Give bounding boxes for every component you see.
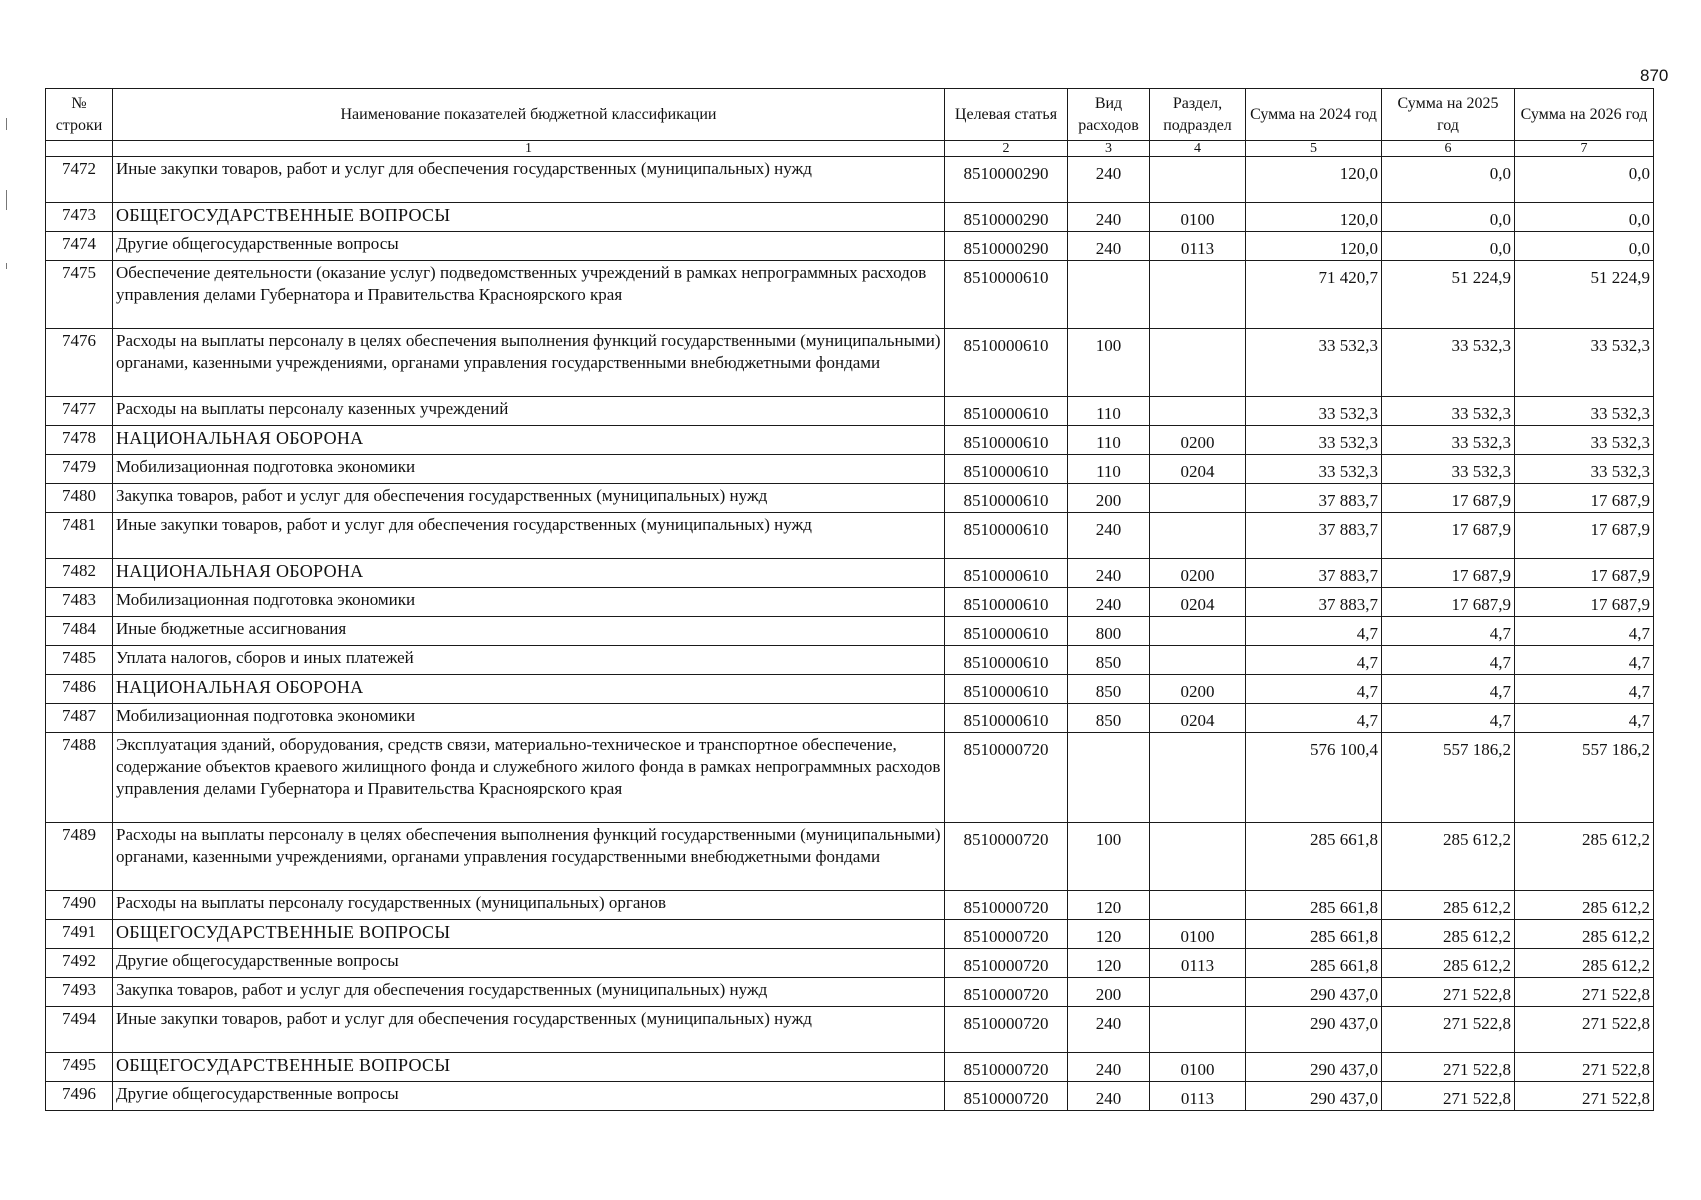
target-article-cell: 8510000720 (945, 823, 1068, 891)
expense-type-cell: 200 (1068, 978, 1150, 1007)
target-article-cell: 8510000610 (945, 261, 1068, 329)
row-number-cell: 7484 (46, 617, 113, 646)
column-number: 6 (1382, 141, 1515, 157)
row-number-cell: 7495 (46, 1053, 113, 1082)
sum-2026-cell: 33 532,3 (1515, 397, 1654, 426)
section-cell (1150, 823, 1246, 891)
section-cell (1150, 891, 1246, 920)
sum-2026-cell: 285 612,2 (1515, 949, 1654, 978)
sum-2024-cell: 33 532,3 (1246, 455, 1382, 484)
column-number: 1 (113, 141, 945, 157)
sum-2026-cell: 557 186,2 (1515, 733, 1654, 823)
table-row (46, 484, 1654, 513)
sum-2024-cell: 576 100,4 (1246, 733, 1382, 823)
expense-type-cell: 850 (1068, 704, 1150, 733)
row-name-cell: Закупка товаров, работ и услуг для обеспечения государственных (муниципальных) нужд (113, 484, 945, 513)
table-row (46, 426, 1654, 455)
row-number-cell: 7489 (46, 823, 113, 891)
sum-2025-cell: 4,7 (1382, 617, 1515, 646)
row-number-cell: 7474 (46, 232, 113, 261)
row-name-cell: Расходы на выплаты персоналу государственных (муниципальных) органов (113, 891, 945, 920)
row-name-cell: Другие общегосударственные вопросы (113, 949, 945, 978)
section-cell: 0100 (1150, 1053, 1246, 1082)
target-article-cell: 8510000610 (945, 588, 1068, 617)
sum-2026-cell: 17 687,9 (1515, 513, 1654, 559)
table-row (46, 261, 1654, 329)
sum-2025-cell: 4,7 (1382, 675, 1515, 704)
target-article-cell: 8510000720 (945, 1082, 1068, 1111)
section-cell: 0100 (1150, 203, 1246, 232)
header-expense-type: Вид расходов (1068, 89, 1150, 141)
section-cell: 0204 (1150, 455, 1246, 484)
target-article-cell: 8510000720 (945, 1053, 1068, 1082)
sum-2026-cell: 17 687,9 (1515, 588, 1654, 617)
table-row (46, 455, 1654, 484)
section-cell (1150, 1007, 1246, 1053)
expense-type-cell (1068, 733, 1150, 823)
section-cell (1150, 617, 1246, 646)
sum-2024-cell: 290 437,0 (1246, 978, 1382, 1007)
row-number-cell: 7486 (46, 675, 113, 704)
row-name-cell: Расходы на выплаты персоналу казенных учреждений (113, 397, 945, 426)
expense-type-cell: 240 (1068, 1007, 1150, 1053)
table-row (46, 157, 1654, 203)
sum-2025-cell: 271 522,8 (1382, 1082, 1515, 1111)
target-article-cell: 8510000610 (945, 397, 1068, 426)
section-cell: 0200 (1150, 559, 1246, 588)
section-cell (1150, 978, 1246, 1007)
sum-2026-cell: 271 522,8 (1515, 1007, 1654, 1053)
section-cell: 0204 (1150, 704, 1246, 733)
sum-2026-cell: 4,7 (1515, 675, 1654, 704)
sum-2024-cell: 4,7 (1246, 617, 1382, 646)
table-row (46, 397, 1654, 426)
expense-type-cell: 100 (1068, 329, 1150, 397)
sum-2026-cell: 0,0 (1515, 157, 1654, 203)
target-article-cell: 8510000720 (945, 891, 1068, 920)
section-cell: 0200 (1150, 675, 1246, 704)
row-name-cell: Иные бюджетные ассигнования (113, 617, 945, 646)
sum-2024-cell: 285 661,8 (1246, 823, 1382, 891)
header-row-number: № строки (46, 89, 113, 141)
row-number-cell: 7481 (46, 513, 113, 559)
table-row (46, 513, 1654, 559)
row-name-cell: Расходы на выплаты персоналу в целях обеспечения выполнения функций государственными (муниципальными) органами, казенными учреждениями, органами управления государственными внебюджетными фондами (113, 329, 945, 397)
section-cell: 0113 (1150, 1082, 1246, 1111)
table-row (46, 978, 1654, 1007)
budget-classification-table (45, 88, 1654, 1111)
expense-type-cell: 120 (1068, 891, 1150, 920)
target-article-cell: 8510000610 (945, 484, 1068, 513)
sum-2024-cell: 290 437,0 (1246, 1053, 1382, 1082)
header-name: Наименование показателей бюджетной классификации (113, 89, 945, 141)
sum-2025-cell: 0,0 (1382, 232, 1515, 261)
table-row (46, 559, 1654, 588)
sum-2025-cell: 0,0 (1382, 157, 1515, 203)
row-number-cell: 7478 (46, 426, 113, 455)
sum-2024-cell: 33 532,3 (1246, 426, 1382, 455)
section-cell (1150, 733, 1246, 823)
target-article-cell: 8510000720 (945, 920, 1068, 949)
row-number-cell: 7483 (46, 588, 113, 617)
sum-2024-cell: 4,7 (1246, 675, 1382, 704)
section-cell: 0100 (1150, 920, 1246, 949)
sum-2024-cell: 290 437,0 (1246, 1082, 1382, 1111)
sum-2026-cell: 4,7 (1515, 617, 1654, 646)
header-row (46, 89, 1654, 141)
row-number-cell: 7480 (46, 484, 113, 513)
sum-2024-cell: 33 532,3 (1246, 397, 1382, 426)
sum-2026-cell: 271 522,8 (1515, 1082, 1654, 1111)
sum-2024-cell: 4,7 (1246, 646, 1382, 675)
sum-2026-cell: 285 612,2 (1515, 920, 1654, 949)
target-article-cell: 8510000610 (945, 455, 1068, 484)
expense-type-cell: 800 (1068, 617, 1150, 646)
target-article-cell: 8510000610 (945, 646, 1068, 675)
row-number-cell: 7492 (46, 949, 113, 978)
column-number: 2 (945, 141, 1068, 157)
sum-2026-cell: 0,0 (1515, 203, 1654, 232)
sum-2026-cell: 4,7 (1515, 704, 1654, 733)
sum-2026-cell: 285 612,2 (1515, 891, 1654, 920)
row-name-cell: Другие общегосударственные вопросы (113, 1082, 945, 1111)
header-sum-2025: Сумма на 2025 год (1382, 89, 1515, 141)
section-cell (1150, 484, 1246, 513)
row-name-cell: ОБЩЕГОСУДАРСТВЕННЫЕ ВОПРОСЫ (113, 920, 945, 949)
target-article-cell: 8510000720 (945, 949, 1068, 978)
row-number-cell: 7494 (46, 1007, 113, 1053)
table-row (46, 1007, 1654, 1053)
row-name-cell: Мобилизационная подготовка экономики (113, 588, 945, 617)
sum-2025-cell: 4,7 (1382, 646, 1515, 675)
row-number-cell: 7473 (46, 203, 113, 232)
sum-2025-cell: 33 532,3 (1382, 455, 1515, 484)
expense-type-cell: 110 (1068, 455, 1150, 484)
row-number-cell: 7485 (46, 646, 113, 675)
expense-type-cell: 240 (1068, 559, 1150, 588)
table-row (46, 329, 1654, 397)
expense-type-cell: 110 (1068, 426, 1150, 455)
sum-2026-cell: 271 522,8 (1515, 978, 1654, 1007)
expense-type-cell: 850 (1068, 646, 1150, 675)
sum-2025-cell: 271 522,8 (1382, 978, 1515, 1007)
target-article-cell: 8510000720 (945, 1007, 1068, 1053)
table-row (46, 203, 1654, 232)
table-row (46, 733, 1654, 823)
sum-2024-cell: 37 883,7 (1246, 559, 1382, 588)
expense-type-cell: 120 (1068, 949, 1150, 978)
target-article-cell: 8510000610 (945, 426, 1068, 455)
sum-2026-cell: 33 532,3 (1515, 329, 1654, 397)
row-name-cell: Расходы на выплаты персоналу в целях обеспечения выполнения функций государственными (муниципальными) органами, казенными учреждениями, органами управления государственными внебюджетными фондами (113, 823, 945, 891)
row-number-cell: 7477 (46, 397, 113, 426)
sum-2025-cell: 17 687,9 (1382, 588, 1515, 617)
sum-2025-cell: 0,0 (1382, 203, 1515, 232)
expense-type-cell: 110 (1068, 397, 1150, 426)
expense-type-cell: 240 (1068, 1082, 1150, 1111)
target-article-cell: 8510000610 (945, 559, 1068, 588)
table-row (46, 1053, 1654, 1082)
target-article-cell: 8510000610 (945, 675, 1068, 704)
sum-2024-cell: 285 661,8 (1246, 891, 1382, 920)
expense-type-cell: 200 (1068, 484, 1150, 513)
sum-2025-cell: 17 687,9 (1382, 513, 1515, 559)
table-row (46, 920, 1654, 949)
sum-2024-cell: 290 437,0 (1246, 1007, 1382, 1053)
sum-2025-cell: 4,7 (1382, 704, 1515, 733)
column-number-row (46, 141, 1654, 157)
target-article-cell: 8510000610 (945, 704, 1068, 733)
sum-2025-cell: 285 612,2 (1382, 920, 1515, 949)
expense-type-cell: 240 (1068, 157, 1150, 203)
row-name-cell: Уплата налогов, сборов и иных платежей (113, 646, 945, 675)
row-name-cell: ОБЩЕГОСУДАРСТВЕННЫЕ ВОПРОСЫ (113, 203, 945, 232)
row-number-cell: 7491 (46, 920, 113, 949)
row-name-cell: Иные закупки товаров, работ и услуг для обеспечения государственных (муниципальных) нужд (113, 157, 945, 203)
sum-2025-cell: 271 522,8 (1382, 1053, 1515, 1082)
column-number: 7 (1515, 141, 1654, 157)
section-cell (1150, 397, 1246, 426)
target-article-cell: 8510000290 (945, 232, 1068, 261)
sum-2026-cell: 17 687,9 (1515, 484, 1654, 513)
sum-2024-cell: 71 420,7 (1246, 261, 1382, 329)
sum-2025-cell: 51 224,9 (1382, 261, 1515, 329)
row-number-cell: 7493 (46, 978, 113, 1007)
sum-2024-cell: 120,0 (1246, 203, 1382, 232)
sum-2024-cell: 120,0 (1246, 157, 1382, 203)
page-number: 870 (1640, 66, 1669, 85)
column-number: 4 (1150, 141, 1246, 157)
row-name-cell: Другие общегосударственные вопросы (113, 232, 945, 261)
row-number-cell: 7475 (46, 261, 113, 329)
table-row (46, 949, 1654, 978)
table-row (46, 646, 1654, 675)
scan-edge-mark (6, 190, 7, 210)
row-name-cell: НАЦИОНАЛЬНАЯ ОБОРОНА (113, 426, 945, 455)
table-row (46, 891, 1654, 920)
sum-2026-cell: 285 612,2 (1515, 823, 1654, 891)
expense-type-cell: 240 (1068, 513, 1150, 559)
expense-type-cell (1068, 261, 1150, 329)
header-sum-2024: Сумма на 2024 год (1246, 89, 1382, 141)
sum-2026-cell: 33 532,3 (1515, 426, 1654, 455)
section-cell (1150, 329, 1246, 397)
table-body (46, 157, 1654, 1111)
sum-2026-cell: 17 687,9 (1515, 559, 1654, 588)
header-sum-2026: Сумма на 2026 год (1515, 89, 1654, 141)
sum-2024-cell: 37 883,7 (1246, 513, 1382, 559)
sum-2025-cell: 33 532,3 (1382, 329, 1515, 397)
table-row (46, 823, 1654, 891)
sum-2026-cell: 271 522,8 (1515, 1053, 1654, 1082)
row-name-cell: Мобилизационная подготовка экономики (113, 455, 945, 484)
sum-2025-cell: 17 687,9 (1382, 484, 1515, 513)
sum-2025-cell: 285 612,2 (1382, 949, 1515, 978)
row-name-cell: Эксплуатация зданий, оборудования, средств связи, материально-техническое и транспортное обеспечение, содержание объектов краевого жилищного фонда и служебного жилого фонда в рамках непрограммных расходов управления делами Губернатора и Правительства Красноярского края (113, 733, 945, 823)
sum-2024-cell: 37 883,7 (1246, 588, 1382, 617)
row-number-cell: 7476 (46, 329, 113, 397)
column-number (46, 141, 113, 157)
sum-2024-cell: 37 883,7 (1246, 484, 1382, 513)
expense-type-cell: 850 (1068, 675, 1150, 704)
row-name-cell: Иные закупки товаров, работ и услуг для обеспечения государственных (муниципальных) нужд (113, 513, 945, 559)
target-article-cell: 8510000290 (945, 157, 1068, 203)
header-target-article: Целевая статья (945, 89, 1068, 141)
row-number-cell: 7472 (46, 157, 113, 203)
expense-type-cell: 240 (1068, 588, 1150, 617)
section-cell: 0113 (1150, 949, 1246, 978)
expense-type-cell: 120 (1068, 920, 1150, 949)
section-cell (1150, 261, 1246, 329)
sum-2024-cell: 120,0 (1246, 232, 1382, 261)
table-row (46, 232, 1654, 261)
sum-2024-cell: 285 661,8 (1246, 920, 1382, 949)
sum-2026-cell: 51 224,9 (1515, 261, 1654, 329)
sum-2024-cell: 285 661,8 (1246, 949, 1382, 978)
expense-type-cell: 240 (1068, 1053, 1150, 1082)
sum-2025-cell: 33 532,3 (1382, 397, 1515, 426)
expense-type-cell: 240 (1068, 203, 1150, 232)
sum-2025-cell: 17 687,9 (1382, 559, 1515, 588)
section-cell (1150, 646, 1246, 675)
target-article-cell: 8510000720 (945, 978, 1068, 1007)
sum-2025-cell: 285 612,2 (1382, 823, 1515, 891)
sum-2025-cell: 557 186,2 (1382, 733, 1515, 823)
sum-2025-cell: 33 532,3 (1382, 426, 1515, 455)
section-cell: 0200 (1150, 426, 1246, 455)
row-number-cell: 7488 (46, 733, 113, 823)
expense-type-cell: 100 (1068, 823, 1150, 891)
row-number-cell: 7496 (46, 1082, 113, 1111)
column-number: 3 (1068, 141, 1150, 157)
row-name-cell: Иные закупки товаров, работ и услуг для обеспечения государственных (муниципальных) нужд (113, 1007, 945, 1053)
sum-2026-cell: 0,0 (1515, 232, 1654, 261)
sum-2024-cell: 33 532,3 (1246, 329, 1382, 397)
scan-edge-mark (6, 118, 7, 130)
row-name-cell: НАЦИОНАЛЬНАЯ ОБОРОНА (113, 675, 945, 704)
sum-2025-cell: 271 522,8 (1382, 1007, 1515, 1053)
sum-2024-cell: 4,7 (1246, 704, 1382, 733)
sum-2025-cell: 285 612,2 (1382, 891, 1515, 920)
table-row (46, 1082, 1654, 1111)
target-article-cell: 8510000610 (945, 513, 1068, 559)
target-article-cell: 8510000610 (945, 617, 1068, 646)
row-number-cell: 7482 (46, 559, 113, 588)
scan-edge-mark (6, 263, 7, 269)
row-number-cell: 7487 (46, 704, 113, 733)
expense-type-cell: 240 (1068, 232, 1150, 261)
header-section: Раздел, подраздел (1150, 89, 1246, 141)
target-article-cell: 8510000290 (945, 203, 1068, 232)
table-row (46, 588, 1654, 617)
sum-2026-cell: 4,7 (1515, 646, 1654, 675)
row-name-cell: ОБЩЕГОСУДАРСТВЕННЫЕ ВОПРОСЫ (113, 1053, 945, 1082)
section-cell: 0204 (1150, 588, 1246, 617)
row-name-cell: Закупка товаров, работ и услуг для обеспечения государственных (муниципальных) нужд (113, 978, 945, 1007)
row-number-cell: 7479 (46, 455, 113, 484)
row-name-cell: Мобилизационная подготовка экономики (113, 704, 945, 733)
section-cell: 0113 (1150, 232, 1246, 261)
table-row (46, 704, 1654, 733)
target-article-cell: 8510000610 (945, 329, 1068, 397)
row-number-cell: 7490 (46, 891, 113, 920)
table-row (46, 675, 1654, 704)
section-cell (1150, 157, 1246, 203)
row-name-cell: Обеспечение деятельности (оказание услуг) подведомственных учреждений в рамках непрограммных расходов управления делами Губернатора и Правительства Красноярского края (113, 261, 945, 329)
row-name-cell: НАЦИОНАЛЬНАЯ ОБОРОНА (113, 559, 945, 588)
target-article-cell: 8510000720 (945, 733, 1068, 823)
sum-2026-cell: 33 532,3 (1515, 455, 1654, 484)
table-row (46, 617, 1654, 646)
section-cell (1150, 513, 1246, 559)
column-number: 5 (1246, 141, 1382, 157)
